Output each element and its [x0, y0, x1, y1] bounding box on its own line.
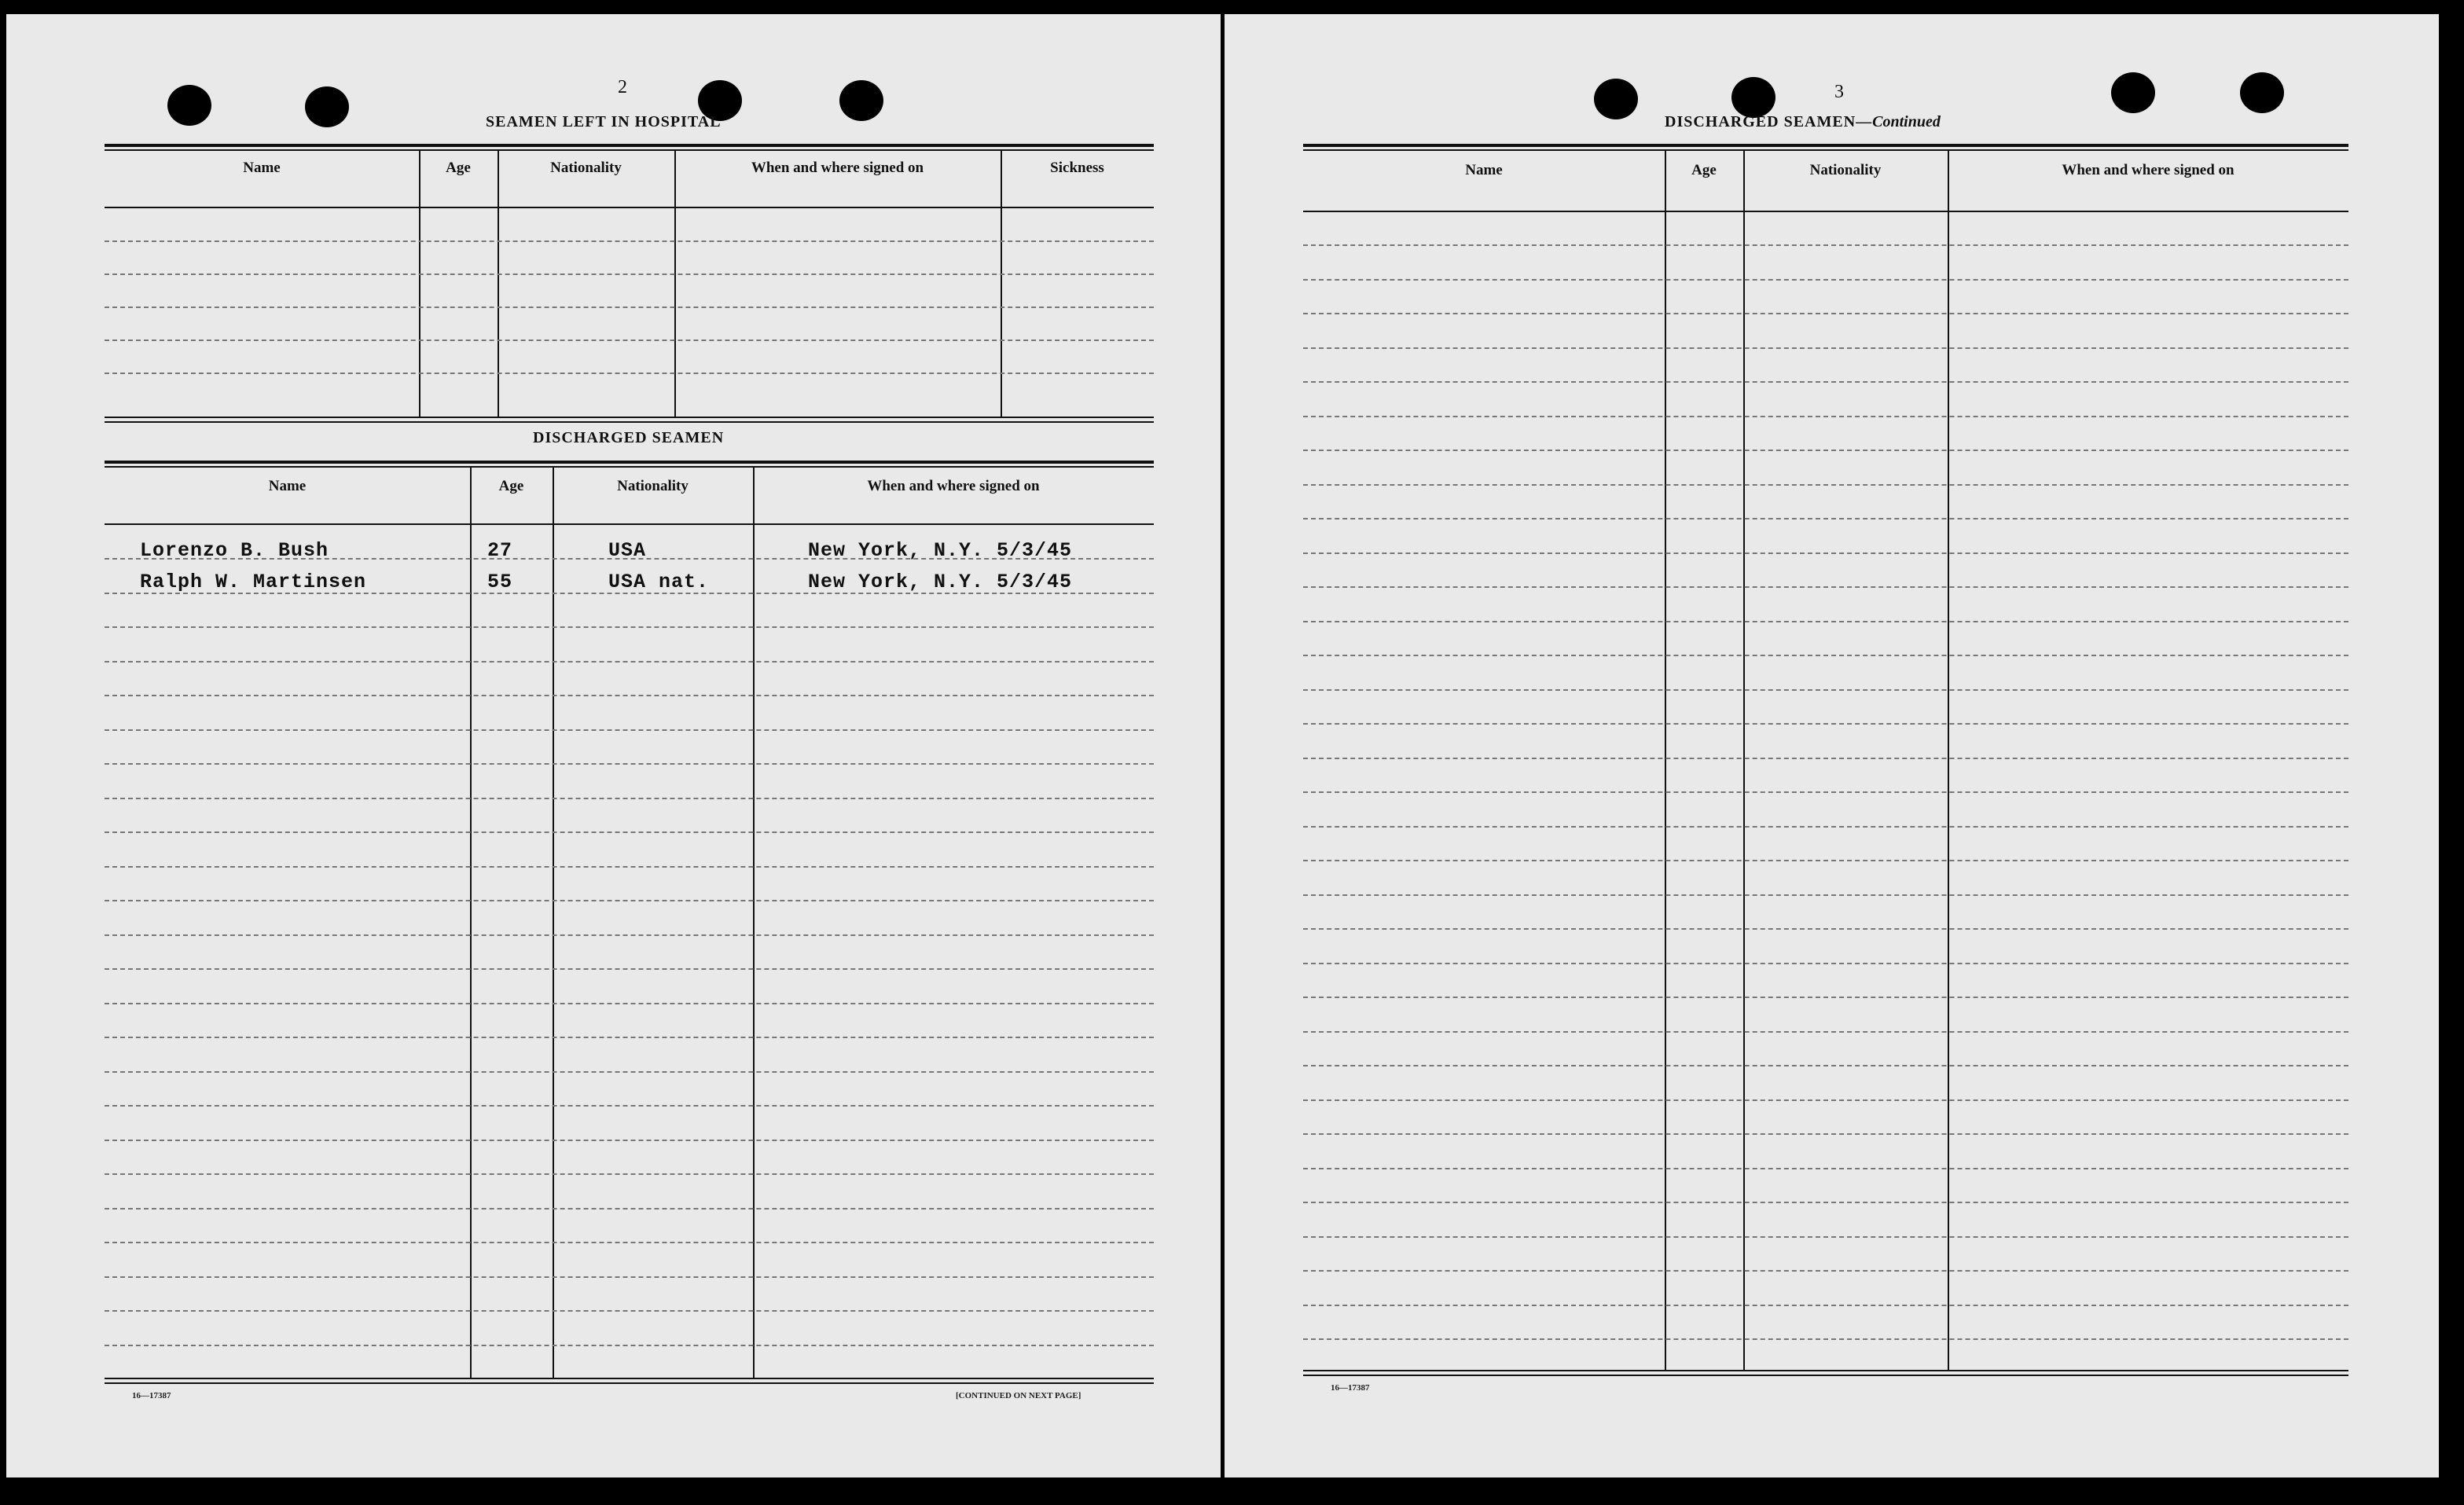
ruled-line	[1303, 758, 2348, 759]
ruled-line	[105, 763, 1154, 765]
column-divider	[498, 149, 499, 417]
punch-hole	[839, 80, 883, 121]
ruled-line	[105, 695, 1154, 696]
ruled-line	[105, 1071, 1154, 1073]
ruled-line	[1303, 279, 2348, 281]
col-header-signed-on: When and where signed on	[751, 160, 924, 176]
punch-hole	[2111, 72, 2155, 113]
hospital-section-title: SEAMEN LEFT IN HOSPITAL	[486, 113, 722, 130]
table-rule	[105, 421, 1154, 423]
seaman-age: 55	[487, 571, 513, 593]
column-divider	[553, 466, 554, 1378]
ruled-line	[1303, 586, 2348, 588]
ruled-line	[1303, 518, 2348, 519]
table-rule	[105, 1378, 1154, 1379]
ruled-line	[105, 558, 1154, 560]
ruled-line	[1303, 1338, 2348, 1340]
table-rule	[1303, 211, 2348, 212]
column-divider	[1001, 149, 1002, 417]
table-rule	[1303, 144, 2348, 147]
ruled-line	[105, 1105, 1154, 1107]
seaman-signed-on: New York, N.Y. 5/3/45	[808, 539, 1073, 562]
ruled-line	[105, 1173, 1154, 1175]
punch-hole	[305, 86, 349, 127]
table-rule	[105, 149, 1154, 151]
discharged-section-title: DISCHARGED SEAMEN	[533, 429, 725, 446]
ruled-line	[105, 340, 1154, 341]
ruled-line	[1303, 1270, 2348, 1272]
right-page	[1225, 14, 2439, 1477]
col-header-sickness: Sickness	[1050, 160, 1104, 176]
ruled-line	[1303, 1031, 2348, 1033]
ruled-line	[1303, 484, 2348, 486]
col-header-name: Name	[268, 478, 307, 494]
ruled-line	[105, 968, 1154, 970]
column-divider	[419, 149, 420, 417]
ruled-line	[1303, 244, 2348, 246]
ruled-line	[1303, 655, 2348, 656]
ruled-line	[1303, 1065, 2348, 1066]
ruled-line	[105, 593, 1154, 594]
col-header-name: Name	[243, 160, 281, 176]
punch-hole	[1731, 77, 1775, 118]
ruled-line	[1303, 1236, 2348, 1238]
ruled-line	[105, 373, 1154, 374]
table-rule	[1303, 1370, 2348, 1371]
ruled-line	[1303, 1305, 2348, 1306]
ruled-line	[105, 866, 1154, 868]
ruled-line	[105, 900, 1154, 901]
ruled-line	[105, 729, 1154, 731]
page-number: 3	[1834, 82, 1844, 102]
table-rule	[105, 417, 1154, 418]
col-header-age: Age	[1691, 162, 1717, 178]
ruled-line	[105, 1003, 1154, 1004]
ruled-line	[1303, 381, 2348, 383]
col-header-signed-on: When and where signed on	[2062, 162, 2234, 178]
ruled-line	[105, 934, 1154, 936]
column-divider	[470, 466, 472, 1378]
ruled-line	[1303, 860, 2348, 861]
ruled-line	[105, 1276, 1154, 1278]
ruled-line	[1303, 791, 2348, 793]
table-rule	[105, 523, 1154, 525]
ruled-line	[105, 798, 1154, 799]
page-number: 2	[618, 77, 627, 97]
ruled-line	[1303, 963, 2348, 964]
column-divider	[1743, 149, 1745, 1370]
col-header-nationality: Nationality	[617, 478, 689, 494]
form-number: 16—17387	[1331, 1383, 1370, 1393]
ruled-line	[105, 831, 1154, 833]
col-header-signed-on: When and where signed on	[867, 478, 1040, 494]
ruled-line	[1303, 689, 2348, 691]
ruled-line	[1303, 1168, 2348, 1169]
ruled-line	[105, 1310, 1154, 1312]
ruled-line	[1303, 416, 2348, 417]
col-header-age: Age	[498, 478, 524, 494]
punch-hole	[1594, 79, 1638, 119]
table-rule	[105, 1382, 1154, 1384]
ruled-line	[1303, 621, 2348, 622]
ruled-line	[105, 1242, 1154, 1243]
seaman-age: 27	[487, 539, 513, 562]
ruled-line	[105, 1208, 1154, 1210]
punch-hole	[2240, 72, 2284, 113]
ruled-line	[1303, 1133, 2348, 1135]
seaman-name: Lorenzo B. Bush	[140, 539, 329, 562]
ruled-line	[1303, 894, 2348, 896]
ruled-line	[105, 273, 1154, 275]
form-number: 16—17387	[132, 1391, 171, 1400]
left-page	[6, 14, 1221, 1477]
ruled-line	[105, 240, 1154, 242]
ruled-line	[1303, 1099, 2348, 1101]
column-divider	[1948, 149, 1949, 1370]
table-rule	[105, 466, 1154, 468]
ruled-line	[1303, 347, 2348, 349]
column-divider	[1665, 149, 1666, 1370]
col-header-nationality: Nationality	[1809, 162, 1882, 178]
seaman-nationality: USA nat.	[608, 571, 710, 593]
table-rule	[105, 461, 1154, 464]
table-rule	[1303, 1375, 2348, 1376]
ruled-line	[1303, 997, 2348, 998]
seaman-signed-on: New York, N.Y. 5/3/45	[808, 571, 1073, 593]
table-rule	[1303, 149, 2348, 151]
ruled-line	[105, 1037, 1154, 1038]
ruled-line	[1303, 723, 2348, 725]
ruled-line	[105, 1345, 1154, 1346]
punch-hole	[167, 85, 211, 126]
ruled-line	[1303, 826, 2348, 828]
seaman-nationality: USA	[608, 539, 647, 562]
ruled-line	[1303, 928, 2348, 930]
col-header-name: Name	[1465, 162, 1503, 178]
column-divider	[753, 466, 755, 1378]
ruled-line	[105, 1140, 1154, 1141]
col-header-nationality: Nationality	[550, 160, 622, 176]
table-rule	[105, 207, 1154, 208]
section-title: DISCHARGED SEAMEN—Continued	[1665, 113, 1941, 130]
continued-note: [CONTINUED ON NEXT PAGE]	[956, 1391, 1081, 1400]
col-header-age: Age	[446, 160, 471, 176]
seaman-name: Ralph W. Martinsen	[140, 571, 367, 593]
ruled-line	[1303, 552, 2348, 554]
ruled-line	[1303, 313, 2348, 314]
ruled-line	[105, 626, 1154, 628]
ruled-line	[105, 307, 1154, 308]
column-divider	[674, 149, 676, 417]
table-rule	[105, 144, 1154, 147]
ruled-line	[105, 661, 1154, 663]
ruled-line	[1303, 1202, 2348, 1203]
ruled-line	[1303, 450, 2348, 451]
